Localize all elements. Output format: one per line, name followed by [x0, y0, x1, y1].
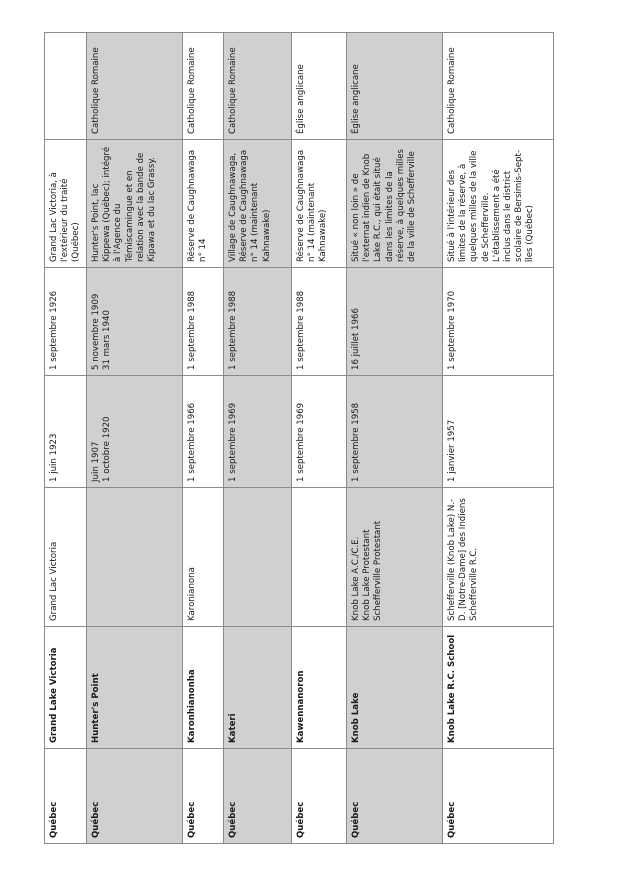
alternate-names-cell: Karonianona — [183, 488, 224, 627]
religion-cell: Catholique Romaine — [443, 33, 554, 140]
location-cell: Village de Caughnawaga, Réserve de Caughnawaga n° 14 (maintenant Kahnawake) — [224, 140, 292, 268]
opening-date-cell: 1 juin 1923 — [45, 376, 87, 488]
opening-date-cell: 1 septembre 1958 — [347, 376, 443, 488]
opening-date-cell: 1 janvier 1957 — [443, 376, 554, 488]
closing-date-cell: 5 novembre 1909 31 mars 1940 — [87, 268, 183, 376]
opening-date-cell: 1 septembre 1966 — [183, 376, 224, 488]
table-row — [224, 33, 292, 844]
school-name-cell: Grand Lake Victoria — [45, 627, 87, 749]
table-row — [292, 33, 347, 844]
school-name-cell: Knob Lake — [347, 627, 443, 749]
location-cell: Situé « non loin » de l'externat indien de Knob Lake R.C., qui était situé dans les limites de la réserve, à quelques milles de la ville de Schefferville — [347, 140, 443, 268]
closing-date-cell: 16 juillet 1966 — [347, 268, 443, 376]
province-cell: Québec — [443, 749, 554, 844]
table-row — [87, 33, 183, 844]
school-name-cell: Hunter's Point — [87, 627, 183, 749]
residential-schools-table — [44, 32, 554, 844]
alternate-names-cell: Knob Lake A.C./C.E. Knob Lake Protestant Schefferville Protestant — [347, 488, 443, 627]
province-cell: Québec — [224, 749, 292, 844]
school-name-cell: Kawennanoron — [292, 627, 347, 749]
opening-date-cell: Juin 1907 1 octobre 1920 — [87, 376, 183, 488]
religion-cell: Catholique Romaine — [183, 33, 224, 140]
province-cell: Québec — [292, 749, 347, 844]
province-cell: Québec — [347, 749, 443, 844]
location-cell: Réserve de Caughnawaga n° 14 (maintenant Kahnawake) — [292, 140, 347, 268]
opening-date-cell: 1 septembre 1969 — [292, 376, 347, 488]
religion-cell: Catholique Romaine — [224, 33, 292, 140]
alternate-names-cell — [224, 488, 292, 627]
province-cell: Québec — [45, 749, 87, 844]
province-cell: Québec — [87, 749, 183, 844]
religion-cell: Catholique Romaine — [87, 33, 183, 140]
religion-cell: Église anglicane — [292, 33, 347, 140]
alternate-names-cell: Grand Lac Victoria — [45, 488, 87, 627]
alternate-names-cell — [87, 488, 183, 627]
province-cell: Québec — [183, 749, 224, 844]
alternate-names-cell: Schefferville (Knob Lake) N.-D. [Notre-Dame] des Indiens Schefferville R.C. — [443, 488, 554, 627]
religion-cell — [45, 33, 87, 140]
location-cell: Grand Lac Victoria, à l'extérieur du traité (Québec) — [45, 140, 87, 268]
closing-date-cell: 1 septembre 1988 — [224, 268, 292, 376]
table-row — [183, 33, 224, 844]
table-row — [45, 33, 87, 844]
table-row — [347, 33, 443, 844]
religion-cell: Église anglicane — [347, 33, 443, 140]
alternate-names-cell — [292, 488, 347, 627]
closing-date-cell: 1 septembre 1970 — [443, 268, 554, 376]
location-cell: Hunter's Point, lac Kippewa (Québec); intégré à l'Agence du Témiscamingue et en relation avec la bande de Kipawa et du lac Grassy. — [87, 140, 183, 268]
location-cell: Réserve de Caughnawaga n° 14 — [183, 140, 224, 268]
school-name-cell: Karonhianonha — [183, 627, 224, 749]
closing-date-cell: 1 septembre 1988 — [292, 268, 347, 376]
closing-date-cell: 1 septembre 1926 — [45, 268, 87, 376]
location-cell: Situé à l'intérieur des limites de la réserve, à quelques milles de la ville de Schefferville. L'établissement a été inclus dans le district scolaire de Bersimis-Sept-îles (Québec) — [443, 140, 554, 268]
school-name-cell: Knob Lake R.C. School — [443, 627, 554, 749]
school-name-cell: Kateri — [224, 627, 292, 749]
opening-date-cell: 1 septembre 1969 — [224, 376, 292, 488]
closing-date-cell: 1 septembre 1988 — [183, 268, 224, 376]
rotated-table-wrapper — [44, 33, 554, 844]
table-row — [443, 33, 554, 844]
